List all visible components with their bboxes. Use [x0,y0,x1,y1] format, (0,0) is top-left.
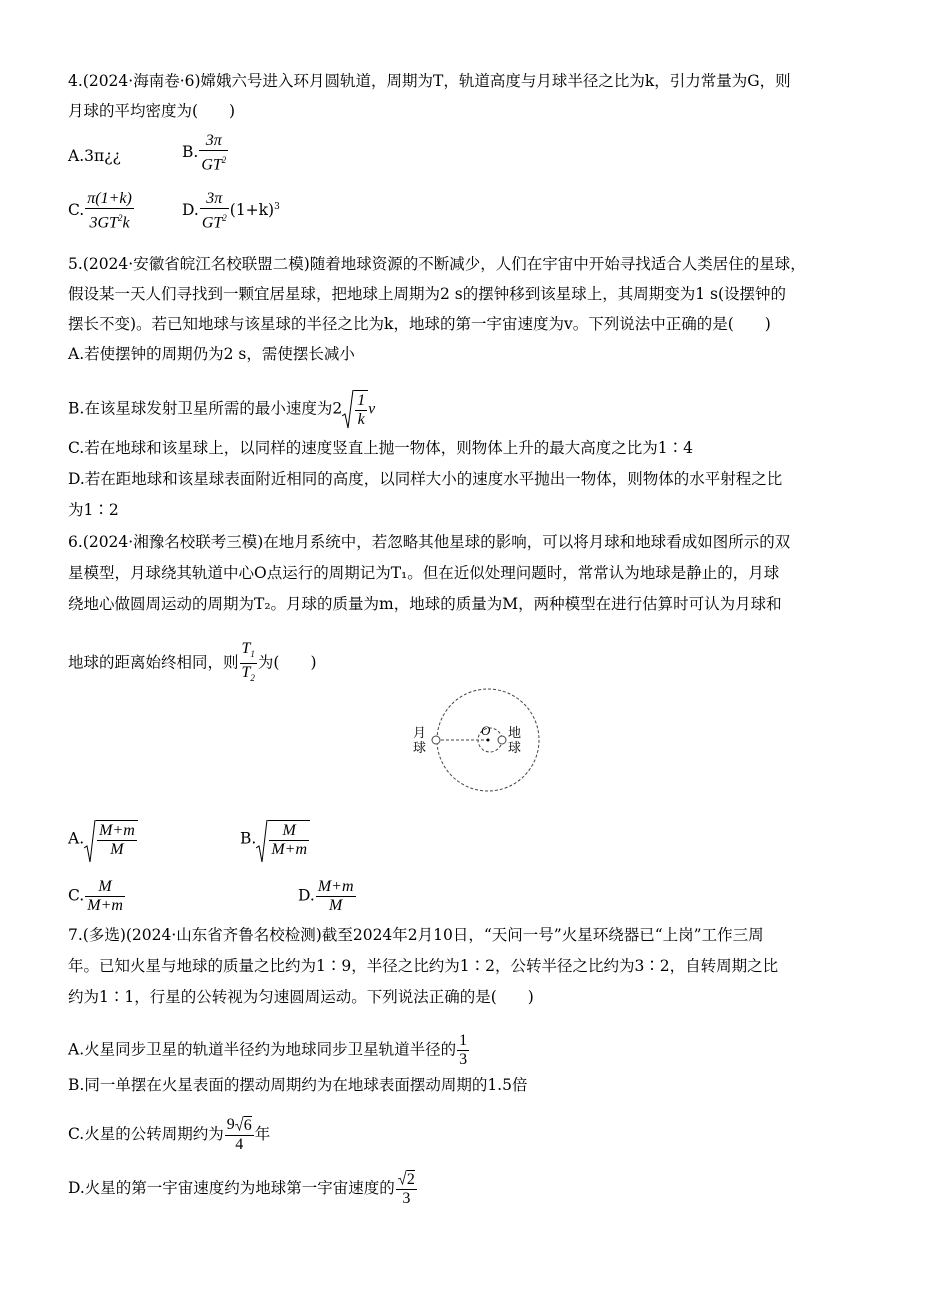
q4-option-c: C. $\frac{\pi(1+k)}{3GT^2k}$ [68,190,132,232]
earth-icon [498,736,506,744]
q4-stem-line1: 4.(2024·海南卷·6)嫦娥六号进入环月圆轨道，周期为T，轨道高度与月球半径之比为k，引力常量为G，则 [68,72,791,90]
q6-stem-line4: 地球的距离始终相同，则 $\frac{T_1}{T_2}$ 为( ) [68,640,317,684]
radical-sign-icon [256,820,268,864]
q6-option-b-label: B. [240,829,257,848]
q4-stem-line2: 月球的平均密度为( ) [68,102,236,120]
q4-option-b-label: B. [182,143,199,162]
q4-option-a-text: A.3π¿¿ [68,147,121,165]
q5-option-b: B.在该星球发射卫星所需的最小速度为2 $\frac{1}{k}$ v [68,392,376,428]
q6-option-b: B. $\frac{M}{M+m}$ [240,820,310,859]
q4-option-c-label: C. [68,201,85,220]
q6-option-a-label: A. [68,829,85,848]
q5-option-c: C.若在地球和该星球上，以同样的速度竖直上抛一物体，则物体上升的最大高度之比为1∶4 [68,439,693,457]
radical-sign-icon [342,390,354,430]
q6-option-a: A. $\frac{M+m}{M}$ [68,820,138,859]
q6-stem-line4-tail: 为( ) [257,653,317,672]
q5-stem-line3: 摆长不变)。若已知地球与该星球的半径之比为k，地球的第一宇宙速度为v。下列说法中正确的是( ) [68,315,771,333]
q5-option-b-text: B.在该星球发射卫星所需的最小速度为2 [68,399,343,418]
fig-earth-label-1: 地 [508,726,522,741]
q5-stem-line2: 假设某一天人们寻找到一颗宜居星球，把地球上周期为2 s的摆钟移到该星球上，其周期变为1 s(设摆钟的 [68,285,787,303]
q7-stem-line2: 年。已知火星与地球的质量之比约为1∶9，半径之比约为1∶2，公转半径之比约为3∶2，自转周期之比 [68,957,779,975]
q6-stem-line4-text: 地球的距离始终相同，则 [68,653,239,672]
binary-star-figure [408,685,548,795]
fig-moon-label-2: 球 [413,741,427,756]
q6-option-c: C. $\frac{M}{M+m}$ [68,878,123,914]
q5-option-a: A.若使摆钟的周期仍为2 s，需使摆长减小 [68,345,355,363]
q6-option-d-label: D. [298,886,315,905]
q7-option-c: C.火星的公转周期约为 9 6 4 年 [68,1116,271,1153]
q7-option-a-text: A.火星同步卫星的轨道半径约为地球同步卫星轨道半径的 [68,1040,457,1059]
q6-option-d: D. $\frac{M+m}{M}$ [298,878,354,914]
center-o-dot [487,739,490,742]
radical-sign-icon [398,1170,407,1185]
radical-sign-icon [84,820,96,864]
q7-stem-line1: 7.(多选)(2024·山东省齐鲁名校检测)截至2024年2月10日，“天问一号”火星环绕器已“上岗”工作三周 [68,926,764,944]
radical-sign-icon [235,1116,244,1131]
q6-stem-line3: 绕地心做圆周运动的周期为T₂。月球的质量为m，地球的质量为M，两种模型在进行估算时可认为月球和 [68,595,782,613]
q7-stem-line3: 约为1∶1，行星的公转视为匀速圆周运动。下列说法正确的是( ) [68,988,534,1006]
q6-stem-line2: 星模型，月球绕其轨道中心O点运行的周期记为T₁。但在近似处理问题时，常常认为地球是静止的，月球 [68,564,780,582]
q6-stem-line1: 6.(2024·湘豫名校联考三模)在地月系统中，若忽略其他星球的影响，可以将月球和地球看成如图所示的双 [68,533,791,551]
moon-icon [432,736,440,744]
fig-earth-label-2: 球 [508,741,522,756]
q7-option-d: D.火星的第一宇宙速度约为地球第一宇宙速度的 $\frac{2}{3}$ [68,1171,415,1207]
q7-option-a: A.火星同步卫星的轨道半径约为地球同步卫星轨道半径的 $\frac{1}{3}$ [68,1032,468,1068]
q7-option-c-text: C.火星的公转周期约为 [68,1125,224,1143]
fig-moon-label-1: 月 [413,726,427,741]
q5-stem-line1: 5.(2024·安徽省皖江名校联盟二模)随着地球资源的不断减少，人们在宇宙中开始寻找适合人类居住的星球， [68,255,806,273]
q5-option-d-line1: D.若在距地球和该星球表面附近相同的高度，以同样大小的速度水平抛出一物体，则物体的水平射程之比 [68,470,783,488]
q4-option-d: D. $\frac{3\pi}{GT^2}$ $(1+k)^3$ [182,190,280,232]
q4-option-a [68,145,121,167]
fig-o-label: O [481,723,491,738]
q6-option-c-label: C. [68,886,85,905]
q5-option-d-line2: 为1∶2 [68,501,119,519]
q7-option-b: B.同一单摆在火星表面的摆动周期约为在地球表面摆动周期的1.5倍 [68,1076,528,1094]
q4-option-d-label: D. [182,201,199,220]
q7-option-c-tail: 年 [254,1125,271,1143]
q7-option-d-text: D.火星的第一宇宙速度约为地球第一宇宙速度的 [68,1179,395,1197]
q4-option-d-tail: (1+k) [229,201,275,220]
q4-option-b: B. $\frac{3\pi}{GT^2}$ [182,132,227,174]
